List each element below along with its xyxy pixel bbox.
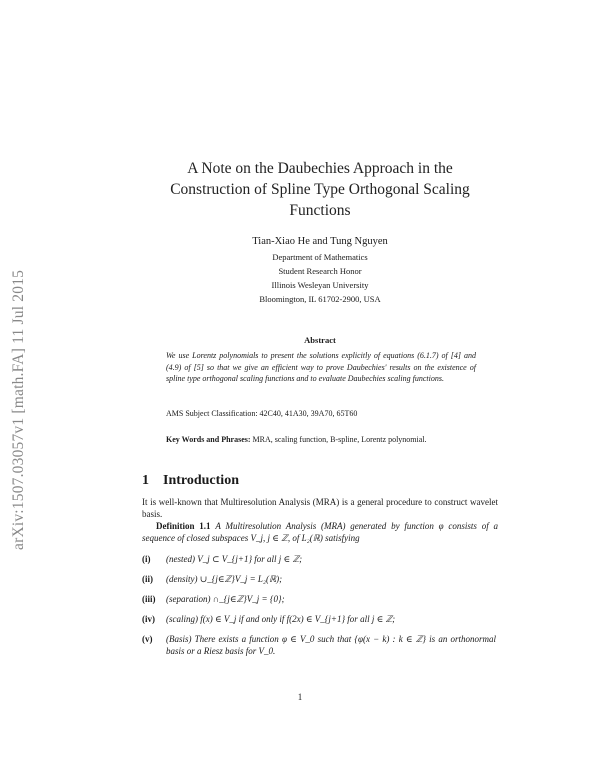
list-item-number: (iv) [142, 614, 155, 624]
definition-text: A Multiresolution Analysis (MRA) generated by function φ consists of a sequence of closed subspaces V_j, j ∈ ℤ, of L₂(ℝ) satisfying [142, 521, 498, 543]
intro-paragraph: It is well-known that Multiresolution Analysis (MRA) is a general procedure to construct wavelet basis. [142, 497, 498, 519]
list-item [142, 553, 498, 565]
list-item [142, 633, 498, 657]
section-title: Introduction [163, 473, 239, 488]
abstract-heading: Abstract [304, 335, 336, 345]
list-item-text: (separation) ∩_{j∈ℤ}V_j = {0}; [166, 594, 285, 604]
list-item-number: (v) [142, 634, 153, 644]
section-number: 1 [142, 473, 149, 488]
list-item [142, 613, 498, 625]
title-line-2: Construction of Spline Type Orthogonal Scaling [170, 181, 470, 198]
list-item-number: (i) [142, 554, 151, 564]
list-item-text: (density) ∪_{j∈ℤ}V_j = L₂(ℝ); [166, 574, 283, 584]
list-item-text: (nested) V_j ⊂ V_{j+1} for all j ∈ ℤ; [166, 554, 303, 564]
affiliation-address: Bloomington, IL 61702-2900, USA [259, 294, 381, 304]
list-item-number: (iii) [142, 594, 156, 604]
definition [142, 520, 498, 544]
affiliation-program: Student Research Honor [278, 266, 362, 276]
list-item-text: (scaling) f(x) ∈ V_j if and only if f(2x) ∈ V_{j+1} for all j ∈ ℤ; [166, 614, 396, 624]
section-heading [142, 473, 239, 489]
ams-classification: AMS Subject Classification: 42C40, 41A30, 39A70, 65T60 [166, 409, 358, 418]
keywords-text: MRA, scaling function, B-spline, Lorentz polynomial. [252, 435, 427, 444]
paper-title [120, 158, 520, 221]
list-item [142, 573, 498, 585]
keywords [166, 434, 476, 446]
title-line-3: Functions [289, 202, 351, 219]
abstract-body: We use Lorentz polynomials to present the solutions explicitly of equations (6.1.7) of [4] and (4.9) of [5] so that we give an efficient way to prove Daubechies' results on the existence of spline type orthogonal scaling functions and to evaluate Daubechies scaling functions. [166, 351, 476, 383]
title-line-1: A Note on the Daubechies Approach in the [187, 160, 453, 177]
list-item [142, 593, 498, 605]
authors: Tian-Xiao He and Tung Nguyen [252, 236, 388, 247]
page-number: 1 [297, 692, 303, 702]
arxiv-stamp: arXiv:1507.03057v1 [math.FA] 11 Jul 2015 [10, 269, 27, 550]
affiliation-department: Department of Mathematics [272, 252, 368, 262]
affiliation-university: Illinois Wesleyan University [271, 280, 369, 290]
definition-label: Definition 1.1 [156, 521, 211, 531]
list-item-number: (ii) [142, 574, 153, 584]
keywords-label: Key Words and Phrases: [166, 435, 251, 444]
list-item-text: (Basis) There exists a function φ ∈ V_0 such that {φ(x − k) : k ∈ ℤ} is an orthonormal basis or a Riesz basis for V_0. [166, 634, 496, 656]
